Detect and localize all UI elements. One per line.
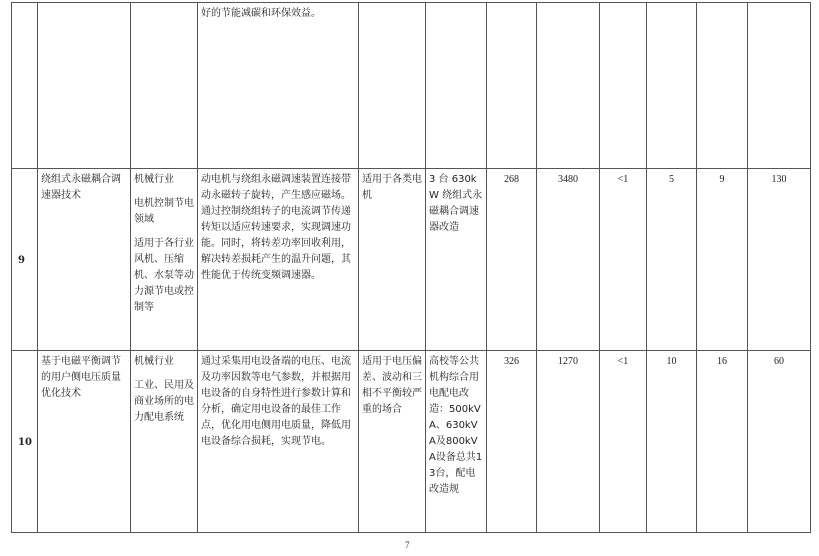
cell-v6 [748, 3, 811, 169]
industry-line: 电机控制节电领域 [134, 198, 194, 225]
value-cell-5: 16 [697, 351, 748, 533]
page-number: 7 [405, 540, 410, 550]
value-cell-2: 3480 [537, 169, 600, 351]
cell-no [12, 3, 38, 169]
table-row [12, 169, 811, 351]
industry-line: 工业、民用及商业场所的电力配电系统 [134, 380, 194, 423]
industry-cell [131, 169, 198, 351]
cell-v4 [647, 3, 697, 169]
technology-catalog-table [11, 2, 811, 533]
value-cell-6: 130 [748, 169, 811, 351]
value-cell-6: 60 [748, 351, 811, 533]
row-number: 10 [12, 351, 38, 533]
cell-applicable [359, 3, 426, 169]
industry-cell [131, 351, 198, 533]
technology-name: 基于电磁平衡调节的用户侧电压质量优化技术 [38, 351, 131, 533]
applicable-conditions: 适用于电压偏差、波动和三相不平衡较严重的场合 [359, 351, 426, 533]
cell-name [38, 3, 131, 169]
industry-line: 适用于各行业风机、压缩机、水泵等动力源节电或控制等 [134, 238, 194, 313]
row-number: 9 [12, 169, 38, 351]
cell-description: 好的节能减碳和环保效益。 [198, 3, 359, 169]
case-description: 3 台 630kW 绕组式永磁耦合调速器改造 [426, 169, 487, 351]
table-row-continued [12, 3, 811, 169]
value-cell-4: 5 [647, 169, 697, 351]
value-cell-1: 326 [487, 351, 537, 533]
value-cell-3: <1 [600, 351, 647, 533]
industry-line: 机械行业 [134, 174, 174, 185]
cell-v2 [537, 3, 600, 169]
cell-v1 [487, 3, 537, 169]
cell-industry [131, 3, 198, 169]
technology-description: 通过采集用电设备端的电压、电流及功率因数等电气参数，并根据用电设备的自身特性进行参数计算和分析，确定用电设备的最佳工作点，优化用电侧用电质量，降低用电设备综合损耗，实现节电。 [198, 351, 359, 533]
cell-v3 [600, 3, 647, 169]
cell-v5 [697, 3, 748, 169]
table-row [12, 351, 811, 533]
value-cell-3: <1 [600, 169, 647, 351]
industry-line: 机械行业 [134, 356, 174, 367]
case-description: 高校等公共机构综合用电配电改造：500kVA、630kVA及800kVA设备总共13台，配电改造规 [426, 351, 487, 533]
value-cell-4: 10 [647, 351, 697, 533]
value-cell-2: 1270 [537, 351, 600, 533]
value-cell-1: 268 [487, 169, 537, 351]
technology-name: 绕组式永磁耦合调速器技术 [38, 169, 131, 351]
technology-description: 动电机与绕组永磁调速装置连接带动永磁转子旋转，产生感应磁场。通过控制绕组转子的电流调节传递转矩以适应转速要求，实现调速功能。同时，将转差功率回收利用，解决转差损耗产生的温升问题，其性能优于传统变频调速器。 [198, 169, 359, 351]
cell-case [426, 3, 487, 169]
value-cell-5: 9 [697, 169, 748, 351]
applicable-conditions: 适用于各类电机 [359, 169, 426, 351]
